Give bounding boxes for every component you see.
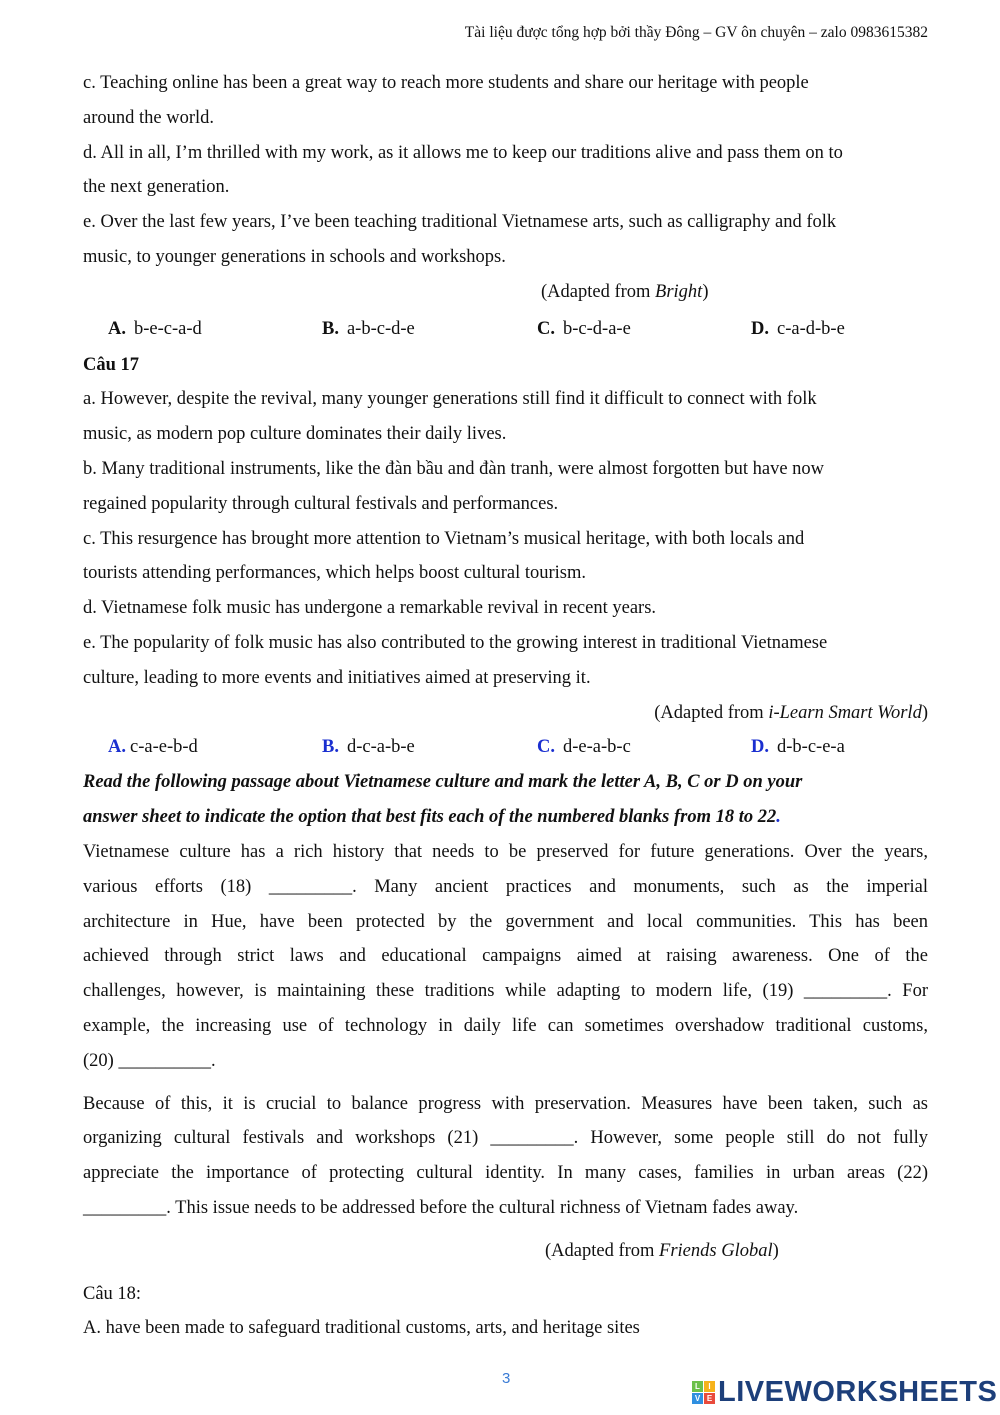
option-d[interactable] xyxy=(751,730,845,765)
text-line: challenges, however, is maintaining these traditions while adapting to modern life, (19) _________. For xyxy=(83,981,928,1002)
option-text: c-a-e-b-d xyxy=(130,737,198,758)
text-line: b. Many traditional instruments, like the đàn bầu and đàn tranh, were almost forgotten but have now xyxy=(83,458,825,479)
text-line: music, as modern pop culture dominates their daily lives. xyxy=(83,424,507,445)
option-letter: D. xyxy=(751,318,769,339)
text-line: appreciate the importance of protecting cultural identity. In many cases, families in urban areas (22) xyxy=(83,1163,928,1184)
instruction-text: answer sheet to indicate the option that best fits each of the numbered blanks from 18 to 22 xyxy=(83,807,777,828)
option-letter: C. xyxy=(537,318,555,339)
option-letter: B. xyxy=(322,737,339,758)
source-suffix: ) xyxy=(702,281,709,302)
page-number: 3 xyxy=(502,1370,511,1387)
passage-paragraph-2 xyxy=(83,1087,928,1226)
source-prefix: (Adapted from xyxy=(654,702,769,723)
source-prefix: (Adapted from xyxy=(545,1240,660,1261)
option-text: d-e-a-b-c xyxy=(563,737,631,758)
source-suffix: ) xyxy=(921,702,928,723)
text-line: e. Over the last few years, I’ve been teaching traditional Vietnamese arts, such as calligraphy and folk xyxy=(83,212,837,233)
option-text: d-c-a-b-e xyxy=(346,737,415,758)
source-title: Friends Global xyxy=(659,1240,773,1261)
question-17-title: Câu 17 xyxy=(83,354,140,375)
page-header: Tài liệu được tổng hợp bởi thầy Đông – GV ôn chuyên – zalo 0983615382 xyxy=(464,24,928,41)
option-text: d-b-c-e-a xyxy=(777,737,845,758)
question-18-title: Câu 18: xyxy=(83,1283,142,1304)
question-17-options xyxy=(83,730,928,765)
text-line: a. However, despite the revival, many younger generations still find it difficult to connect with folk xyxy=(83,389,817,410)
text-line: c. Teaching online has been a great way to reach more students and share our heritage with people xyxy=(83,73,809,93)
text-line: Vietnamese culture has a rich history that needs to be preserved for future generations. Over the years, xyxy=(83,841,928,862)
option-text: b-e-c-a-d xyxy=(134,318,202,339)
option-letter: D. xyxy=(751,737,769,758)
source-title: i-Learn Smart World xyxy=(768,702,922,723)
logo-cube: L xyxy=(692,1381,703,1392)
text-line: Because of this, it is crucial to balance progress with preservation. Measures have been taken, such as xyxy=(83,1093,928,1114)
source-passage xyxy=(83,1234,928,1269)
source-title: Bright xyxy=(655,281,703,302)
option-c[interactable] xyxy=(537,310,751,348)
text-line: various efforts (18) _________. Many ancient practices and monuments, such as the imperial xyxy=(83,876,928,897)
liveworksheets-logo xyxy=(692,1376,997,1409)
passage-paragraph-1 xyxy=(83,835,928,1079)
instruction-line-2 xyxy=(83,800,928,835)
text-line: music, to younger generations in schools and workshops. xyxy=(83,246,506,267)
text-line: culture, leading to more events and initiatives aimed at preserving it. xyxy=(83,667,591,688)
logo-text: LIVEWORKSHEETS xyxy=(718,1376,998,1408)
logo-cube: I xyxy=(704,1381,715,1392)
source-suffix: ) xyxy=(772,1240,779,1261)
text-line: organizing cultural festivals and workshops (21) _________. However, some people still do not fully xyxy=(83,1128,928,1149)
text-line: architecture in Hue, have been protected by the government and local communities. This has been xyxy=(83,911,928,932)
instruction-period: . xyxy=(776,807,781,828)
content xyxy=(83,66,928,1346)
question-17-sentences xyxy=(83,382,928,695)
text-line: c. This resurgence has brought more attention to Vietnam’s musical heritage, with both locals and xyxy=(83,528,805,549)
option-b[interactable] xyxy=(322,310,537,348)
option-text: a-b-c-d-e xyxy=(346,318,415,339)
logo-cubes-icon xyxy=(692,1381,715,1404)
text-line: (20) __________. xyxy=(83,1050,216,1071)
option-text: b-c-d-a-e xyxy=(563,318,631,339)
text-line: the next generation. xyxy=(83,177,230,198)
text-line: e. The popularity of folk music has also contributed to the growing interest in traditional Vietnamese xyxy=(83,632,828,653)
source-prefix: (Adapted from xyxy=(541,281,656,302)
text-line: tourists attending performances, which helps boost cultural tourism. xyxy=(83,563,586,584)
question-16-options xyxy=(83,310,928,348)
option-a[interactable] xyxy=(83,310,322,348)
text-line: example, the increasing use of technology in daily life can sometimes overshadow traditional customs, xyxy=(83,1015,928,1036)
text-line: d. Vietnamese folk music has undergone a remarkable revival in recent years. xyxy=(83,598,657,619)
source-q16 xyxy=(83,275,928,310)
question-18-option-a[interactable]: A. have been made to safeguard traditional customs, arts, and heritage sites xyxy=(83,1318,640,1339)
option-letter: B. xyxy=(322,318,339,339)
option-c[interactable] xyxy=(537,730,751,765)
question-16-sentences xyxy=(83,66,928,275)
option-letter: A. xyxy=(108,737,126,758)
text-line: regained popularity through cultural festivals and performances. xyxy=(83,493,559,514)
logo-cube: E xyxy=(704,1393,715,1404)
option-b[interactable] xyxy=(322,730,537,765)
logo-cube: V xyxy=(692,1393,703,1404)
text-line: around the world. xyxy=(83,107,215,128)
source-q17 xyxy=(83,696,928,731)
option-text: c-a-d-b-e xyxy=(777,318,845,339)
option-a[interactable] xyxy=(83,730,322,765)
option-d[interactable] xyxy=(751,310,845,348)
instruction-line-1: Read the following passage about Vietnamese culture and mark the letter A, B, C or D on your xyxy=(83,772,803,793)
option-letter: C. xyxy=(537,737,555,758)
option-letter: A. xyxy=(108,318,126,339)
text-line: _________. This issue needs to be addressed before the cultural richness of Vietnam fades away. xyxy=(83,1197,799,1218)
text-line: d. All in all, I’m thrilled with my work, as it allows me to keep our traditions alive and pass them on to xyxy=(83,142,843,163)
text-line: achieved through strict laws and educational campaigns aimed at raising awareness. One of the xyxy=(83,946,928,967)
